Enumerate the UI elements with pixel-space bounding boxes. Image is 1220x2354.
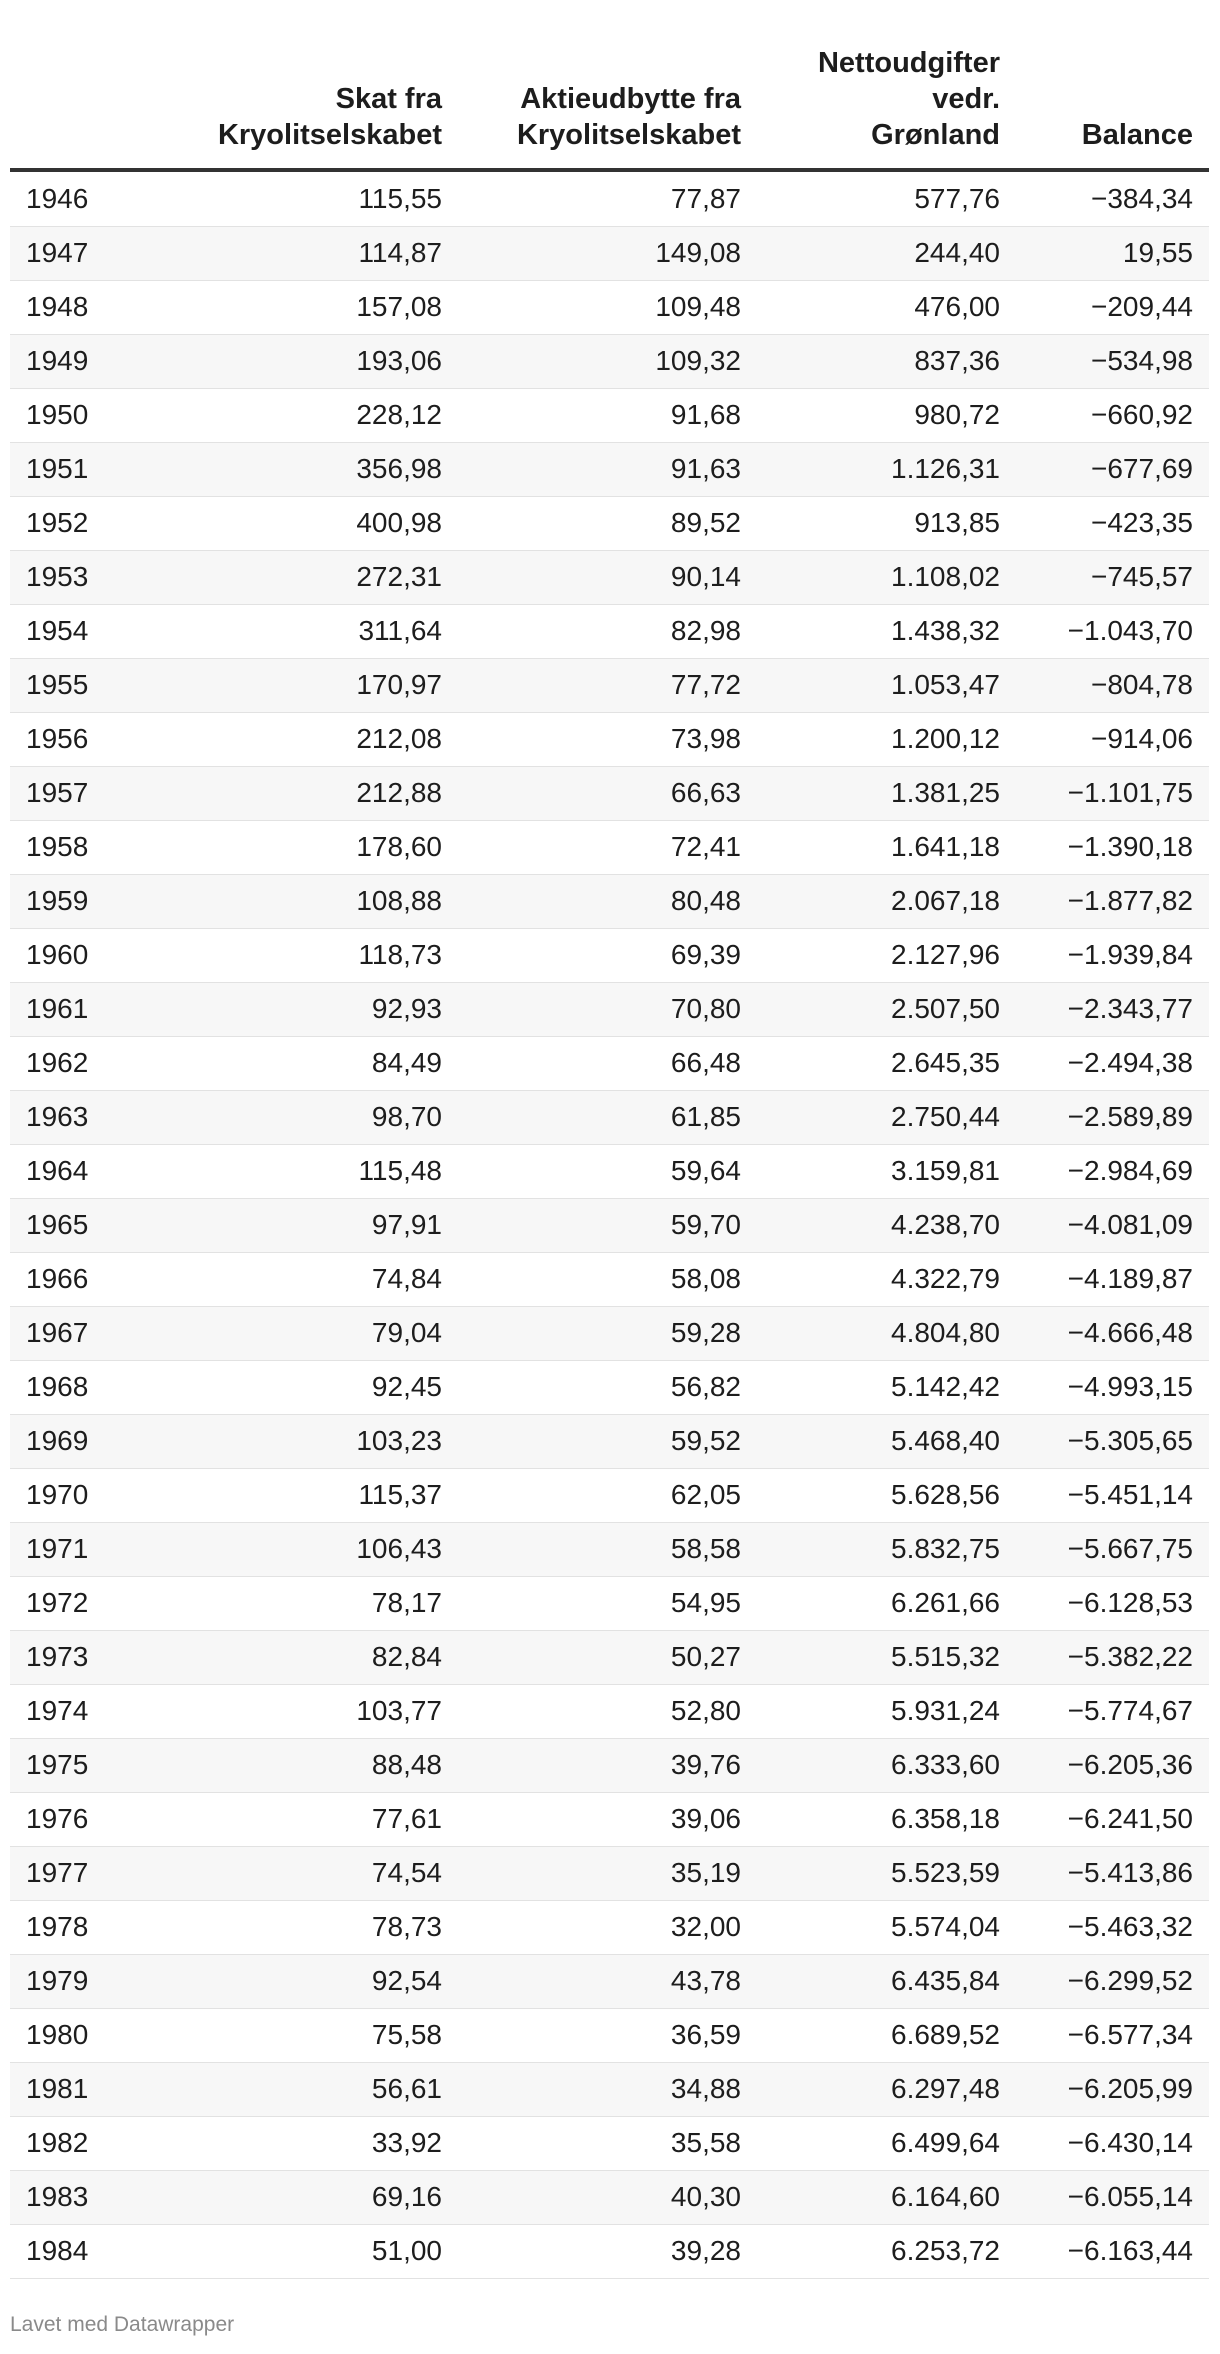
cell-balance: 19,55 (1016, 226, 1209, 280)
table-row (10, 766, 1209, 820)
cell-aktieudbytte: 149,08 (458, 226, 757, 280)
cell-nettoudgifter: 2.507,50 (757, 982, 1016, 1036)
table-row (10, 1846, 1209, 1900)
cell-aktieudbytte: 69,39 (458, 928, 757, 982)
table-row (10, 1630, 1209, 1684)
cell-year: 1982 (10, 2116, 130, 2170)
table-row (10, 334, 1209, 388)
data-table-container (10, 0, 1209, 2279)
cell-balance: −5.463,32 (1016, 1900, 1209, 1954)
header-balance[interactable] (1016, 0, 1209, 170)
cell-year: 1976 (10, 1792, 130, 1846)
cell-nettoudgifter: 6.499,64 (757, 2116, 1016, 2170)
cell-skat: 75,58 (130, 2008, 458, 2062)
cell-year: 1958 (10, 820, 130, 874)
cell-skat: 178,60 (130, 820, 458, 874)
cell-year: 1972 (10, 1576, 130, 1630)
cell-skat: 92,45 (130, 1360, 458, 1414)
cell-aktieudbytte: 62,05 (458, 1468, 757, 1522)
header-netto-line3: Grønland (871, 119, 1000, 151)
cell-aktieudbytte: 89,52 (458, 496, 757, 550)
table-row (10, 1900, 1209, 1954)
cell-year: 1954 (10, 604, 130, 658)
cell-year: 1946 (10, 170, 130, 226)
cell-balance: −384,34 (1016, 170, 1209, 226)
cell-aktieudbytte: 58,08 (458, 1252, 757, 1306)
cell-aktieudbytte: 39,28 (458, 2224, 757, 2278)
cell-nettoudgifter: 476,00 (757, 280, 1016, 334)
cell-nettoudgifter: 1.381,25 (757, 766, 1016, 820)
cell-skat: 272,31 (130, 550, 458, 604)
cell-nettoudgifter: 5.832,75 (757, 1522, 1016, 1576)
cell-nettoudgifter: 5.931,24 (757, 1684, 1016, 1738)
cell-balance: −6.430,14 (1016, 2116, 1209, 2170)
cell-balance: −4.081,09 (1016, 1198, 1209, 1252)
cell-aktieudbytte: 59,52 (458, 1414, 757, 1468)
cell-skat: 82,84 (130, 1630, 458, 1684)
cell-nettoudgifter: 6.333,60 (757, 1738, 1016, 1792)
cell-year: 1965 (10, 1198, 130, 1252)
cell-nettoudgifter: 6.297,48 (757, 2062, 1016, 2116)
cell-nettoudgifter: 2.645,35 (757, 1036, 1016, 1090)
cell-nettoudgifter: 837,36 (757, 334, 1016, 388)
cell-balance: −4.666,48 (1016, 1306, 1209, 1360)
cell-balance: −1.101,75 (1016, 766, 1209, 820)
cell-aktieudbytte: 72,41 (458, 820, 757, 874)
cell-nettoudgifter: 5.468,40 (757, 1414, 1016, 1468)
cell-nettoudgifter: 2.127,96 (757, 928, 1016, 982)
cell-nettoudgifter: 6.253,72 (757, 2224, 1016, 2278)
cell-year: 1978 (10, 1900, 130, 1954)
cell-year: 1980 (10, 2008, 130, 2062)
cell-balance: −6.128,53 (1016, 1576, 1209, 1630)
cell-skat: 69,16 (130, 2170, 458, 2224)
cell-balance: −6.241,50 (1016, 1792, 1209, 1846)
table-row (10, 1684, 1209, 1738)
cell-balance: −5.774,67 (1016, 1684, 1209, 1738)
cell-skat: 118,73 (130, 928, 458, 982)
cell-aktieudbytte: 90,14 (458, 550, 757, 604)
cell-balance: −209,44 (1016, 280, 1209, 334)
cell-year: 1967 (10, 1306, 130, 1360)
cell-balance: −1.043,70 (1016, 604, 1209, 658)
cell-balance: −4.993,15 (1016, 1360, 1209, 1414)
cell-year: 1966 (10, 1252, 130, 1306)
cell-aktieudbytte: 109,48 (458, 280, 757, 334)
cell-year: 1952 (10, 496, 130, 550)
cell-year: 1984 (10, 2224, 130, 2278)
cell-balance: −745,57 (1016, 550, 1209, 604)
cell-nettoudgifter: 244,40 (757, 226, 1016, 280)
cell-skat: 84,49 (130, 1036, 458, 1090)
cell-skat: 106,43 (130, 1522, 458, 1576)
cell-skat: 33,92 (130, 2116, 458, 2170)
cell-balance: −914,06 (1016, 712, 1209, 766)
table-row (10, 2116, 1209, 2170)
cell-nettoudgifter: 577,76 (757, 170, 1016, 226)
cell-year: 1959 (10, 874, 130, 928)
cell-aktieudbytte: 70,80 (458, 982, 757, 1036)
cell-nettoudgifter: 5.628,56 (757, 1468, 1016, 1522)
cell-skat: 311,64 (130, 604, 458, 658)
cell-aktieudbytte: 77,87 (458, 170, 757, 226)
cell-aktieudbytte: 39,76 (458, 1738, 757, 1792)
table-row (10, 1306, 1209, 1360)
cell-skat: 356,98 (130, 442, 458, 496)
cell-year: 1949 (10, 334, 130, 388)
cell-year: 1953 (10, 550, 130, 604)
cell-balance: −5.413,86 (1016, 1846, 1209, 1900)
footer-credit: Lavet med Datawrapper (10, 2313, 235, 2336)
cell-nettoudgifter: 4.322,79 (757, 1252, 1016, 1306)
cell-skat: 78,17 (130, 1576, 458, 1630)
cell-skat: 92,54 (130, 1954, 458, 2008)
cell-year: 1964 (10, 1144, 130, 1198)
header-aktieudbytte[interactable] (458, 0, 757, 170)
table-row (10, 712, 1209, 766)
cell-year: 1973 (10, 1630, 130, 1684)
table-header (10, 0, 1209, 170)
cell-aktieudbytte: 59,28 (458, 1306, 757, 1360)
cell-year: 1979 (10, 1954, 130, 2008)
cell-aktieudbytte: 34,88 (458, 2062, 757, 2116)
cell-balance: −6.163,44 (1016, 2224, 1209, 2278)
cell-balance: −2.589,89 (1016, 1090, 1209, 1144)
cell-aktieudbytte: 91,63 (458, 442, 757, 496)
cell-nettoudgifter: 5.515,32 (757, 1630, 1016, 1684)
cell-nettoudgifter: 1.641,18 (757, 820, 1016, 874)
header-nettoudgifter[interactable] (757, 0, 1016, 170)
cell-aktieudbytte: 39,06 (458, 1792, 757, 1846)
cell-nettoudgifter: 6.358,18 (757, 1792, 1016, 1846)
cell-balance: −6.205,99 (1016, 2062, 1209, 2116)
cell-balance: −6.299,52 (1016, 1954, 1209, 2008)
cell-year: 1957 (10, 766, 130, 820)
table-row (10, 1360, 1209, 1414)
cell-aktieudbytte: 40,30 (458, 2170, 757, 2224)
cell-balance: −6.577,34 (1016, 2008, 1209, 2062)
cell-year: 1968 (10, 1360, 130, 1414)
table-row (10, 1954, 1209, 2008)
cell-balance: −1.939,84 (1016, 928, 1209, 982)
table-row (10, 1144, 1209, 1198)
table-row (10, 442, 1209, 496)
table-body (10, 170, 1209, 2278)
cell-year: 1981 (10, 2062, 130, 2116)
cell-skat: 103,23 (130, 1414, 458, 1468)
cell-aktieudbytte: 32,00 (458, 1900, 757, 1954)
cell-year: 1963 (10, 1090, 130, 1144)
cell-skat: 98,70 (130, 1090, 458, 1144)
table-row (10, 280, 1209, 334)
cell-aktieudbytte: 61,85 (458, 1090, 757, 1144)
header-skat[interactable] (130, 0, 458, 170)
header-aktie-line1: Aktieudbytte fra (520, 83, 741, 115)
cell-skat: 103,77 (130, 1684, 458, 1738)
table-row (10, 982, 1209, 1036)
cell-balance: −5.667,75 (1016, 1522, 1209, 1576)
cell-balance: −660,92 (1016, 388, 1209, 442)
cell-balance: −1.877,82 (1016, 874, 1209, 928)
cell-balance: −5.451,14 (1016, 1468, 1209, 1522)
cell-skat: 77,61 (130, 1792, 458, 1846)
cell-balance: −2.984,69 (1016, 1144, 1209, 1198)
table-row (10, 1576, 1209, 1630)
cell-nettoudgifter: 3.159,81 (757, 1144, 1016, 1198)
cell-aktieudbytte: 80,48 (458, 874, 757, 928)
cell-year: 1951 (10, 442, 130, 496)
cell-skat: 79,04 (130, 1306, 458, 1360)
cell-year: 1975 (10, 1738, 130, 1792)
cell-aktieudbytte: 82,98 (458, 604, 757, 658)
header-netto-line2: vedr. (932, 83, 1000, 115)
cell-skat: 212,08 (130, 712, 458, 766)
cell-year: 1955 (10, 658, 130, 712)
cell-balance: −5.382,22 (1016, 1630, 1209, 1684)
cell-aktieudbytte: 35,58 (458, 2116, 757, 2170)
cell-balance: −6.205,36 (1016, 1738, 1209, 1792)
cell-aktieudbytte: 59,64 (458, 1144, 757, 1198)
cell-aktieudbytte: 43,78 (458, 1954, 757, 2008)
cell-aktieudbytte: 91,68 (458, 388, 757, 442)
cell-balance: −2.494,38 (1016, 1036, 1209, 1090)
cell-year: 1977 (10, 1846, 130, 1900)
table-row (10, 1522, 1209, 1576)
cell-nettoudgifter: 4.238,70 (757, 1198, 1016, 1252)
table-row (10, 496, 1209, 550)
cell-nettoudgifter: 1.200,12 (757, 712, 1016, 766)
header-year[interactable] (10, 0, 130, 170)
table-row (10, 170, 1209, 226)
cell-skat: 74,54 (130, 1846, 458, 1900)
table-row (10, 1414, 1209, 1468)
cell-balance: −1.390,18 (1016, 820, 1209, 874)
cell-aktieudbytte: 58,58 (458, 1522, 757, 1576)
cell-nettoudgifter: 5.574,04 (757, 1900, 1016, 1954)
cell-nettoudgifter: 5.523,59 (757, 1846, 1016, 1900)
cell-skat: 97,91 (130, 1198, 458, 1252)
cell-nettoudgifter: 913,85 (757, 496, 1016, 550)
cell-nettoudgifter: 1.126,31 (757, 442, 1016, 496)
cell-balance: −804,78 (1016, 658, 1209, 712)
cell-aktieudbytte: 77,72 (458, 658, 757, 712)
header-skat-line1: Skat fra (335, 83, 442, 115)
cell-aktieudbytte: 59,70 (458, 1198, 757, 1252)
cell-aktieudbytte: 50,27 (458, 1630, 757, 1684)
cell-skat: 108,88 (130, 874, 458, 928)
table-row (10, 1252, 1209, 1306)
cell-year: 1970 (10, 1468, 130, 1522)
table-row (10, 820, 1209, 874)
cell-skat: 115,48 (130, 1144, 458, 1198)
cell-year: 1969 (10, 1414, 130, 1468)
cell-skat: 193,06 (130, 334, 458, 388)
cell-skat: 56,61 (130, 2062, 458, 2116)
cell-year: 1962 (10, 1036, 130, 1090)
table-row (10, 928, 1209, 982)
header-aktie-line2: Kryolitselskabet (516, 119, 741, 151)
cell-nettoudgifter: 1.108,02 (757, 550, 1016, 604)
cell-skat: 115,37 (130, 1468, 458, 1522)
cell-year: 1983 (10, 2170, 130, 2224)
table-row (10, 1792, 1209, 1846)
cell-balance: −4.189,87 (1016, 1252, 1209, 1306)
cell-skat: 115,55 (130, 170, 458, 226)
cell-year: 1956 (10, 712, 130, 766)
table-row (10, 1036, 1209, 1090)
cell-aktieudbytte: 56,82 (458, 1360, 757, 1414)
cell-aktieudbytte: 66,48 (458, 1036, 757, 1090)
table-row (10, 226, 1209, 280)
cell-balance: −2.343,77 (1016, 982, 1209, 1036)
cell-nettoudgifter: 980,72 (757, 388, 1016, 442)
cell-balance: −5.305,65 (1016, 1414, 1209, 1468)
table-row (10, 2224, 1209, 2278)
table-row (10, 1738, 1209, 1792)
cell-nettoudgifter: 1.053,47 (757, 658, 1016, 712)
table-row (10, 2170, 1209, 2224)
cell-year: 1974 (10, 1684, 130, 1738)
table-row (10, 388, 1209, 442)
cell-year: 1960 (10, 928, 130, 982)
cell-skat: 78,73 (130, 1900, 458, 1954)
cell-aktieudbytte: 35,19 (458, 1846, 757, 1900)
header-balance-label: Balance (1081, 119, 1193, 151)
table-row (10, 1198, 1209, 1252)
cell-skat: 51,00 (130, 2224, 458, 2278)
cell-nettoudgifter: 6.164,60 (757, 2170, 1016, 2224)
header-skat-line2: Kryolitselskabet (217, 119, 442, 151)
cell-skat: 114,87 (130, 226, 458, 280)
table-row (10, 1090, 1209, 1144)
table-row (10, 550, 1209, 604)
cell-nettoudgifter: 4.804,80 (757, 1306, 1016, 1360)
cell-skat: 228,12 (130, 388, 458, 442)
cell-balance: −423,35 (1016, 496, 1209, 550)
table-row (10, 658, 1209, 712)
cell-year: 1947 (10, 226, 130, 280)
cell-aktieudbytte: 73,98 (458, 712, 757, 766)
cell-skat: 74,84 (130, 1252, 458, 1306)
cell-nettoudgifter: 2.067,18 (757, 874, 1016, 928)
table-row (10, 2062, 1209, 2116)
cell-balance: −6.055,14 (1016, 2170, 1209, 2224)
table-row (10, 874, 1209, 928)
cell-aktieudbytte: 109,32 (458, 334, 757, 388)
cell-skat: 88,48 (130, 1738, 458, 1792)
cell-nettoudgifter: 2.750,44 (757, 1090, 1016, 1144)
cell-year: 1948 (10, 280, 130, 334)
cell-nettoudgifter: 6.435,84 (757, 1954, 1016, 2008)
table-row (10, 1468, 1209, 1522)
table-row (10, 604, 1209, 658)
cell-balance: −534,98 (1016, 334, 1209, 388)
cell-aktieudbytte: 36,59 (458, 2008, 757, 2062)
cell-skat: 92,93 (130, 982, 458, 1036)
cell-nettoudgifter: 1.438,32 (757, 604, 1016, 658)
cell-skat: 212,88 (130, 766, 458, 820)
cell-year: 1961 (10, 982, 130, 1036)
header-netto-line1: Nettoudgifter (817, 47, 1000, 79)
cell-nettoudgifter: 6.261,66 (757, 1576, 1016, 1630)
cell-year: 1971 (10, 1522, 130, 1576)
cell-nettoudgifter: 6.689,52 (757, 2008, 1016, 2062)
cell-skat: 400,98 (130, 496, 458, 550)
cell-nettoudgifter: 5.142,42 (757, 1360, 1016, 1414)
table-row (10, 2008, 1209, 2062)
cell-aktieudbytte: 66,63 (458, 766, 757, 820)
cell-skat: 157,08 (130, 280, 458, 334)
cell-year: 1950 (10, 388, 130, 442)
header-row (10, 0, 1209, 170)
cell-aktieudbytte: 52,80 (458, 1684, 757, 1738)
data-table (10, 0, 1209, 2279)
cell-balance: −677,69 (1016, 442, 1209, 496)
cell-skat: 170,97 (130, 658, 458, 712)
cell-aktieudbytte: 54,95 (458, 1576, 757, 1630)
